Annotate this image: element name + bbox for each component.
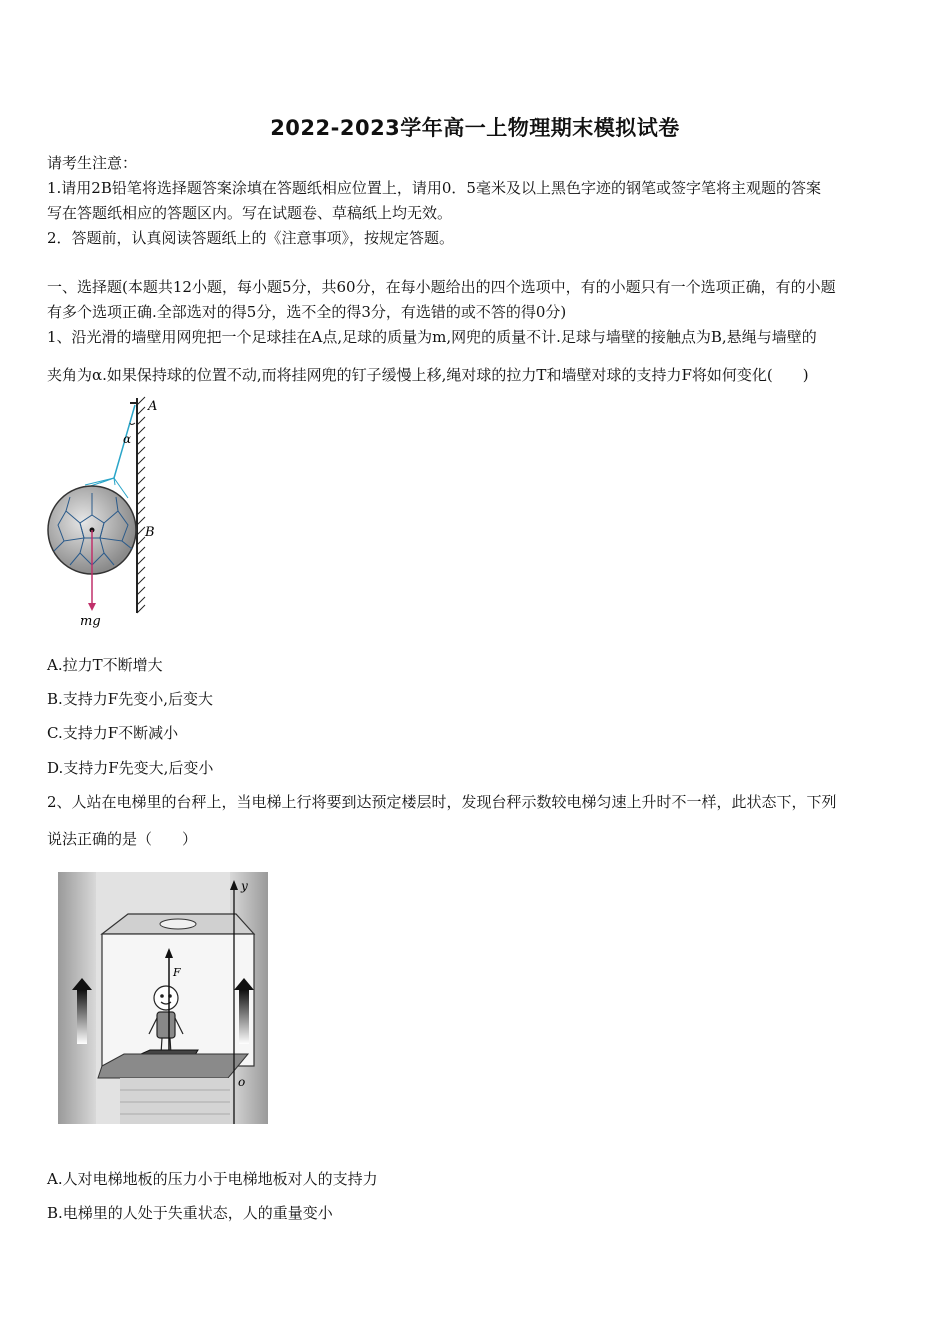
football-wall-figure	[40, 393, 170, 633]
elevator-floor	[98, 1054, 248, 1078]
y-axis-label: y	[241, 879, 248, 893]
mg-label: mg	[80, 614, 101, 629]
question-2-option-b: B.电梯里的人处于失重状态，人的重量变小	[47, 1204, 333, 1222]
question-1-option-b: B.支持力F先变小,后变大	[47, 690, 213, 708]
force-label: F	[173, 966, 181, 979]
question-1-option-a: A.拉力T不断增大	[47, 656, 163, 674]
page-title: 2022-2023学年高一上物理期末模拟试卷	[270, 116, 680, 140]
notice-heading: 请考生注意：	[47, 154, 138, 172]
point-a-label: A	[148, 399, 158, 414]
section-1-line-1: 一、选择题(本题共12小题，每小题5分，共60分，在每小题给出的四个选项中，有的小题只有一个选项正确，有的小题	[47, 278, 836, 296]
notice-item-1-line-2: 写在答题纸相应的答题区内。写在试题卷、草稿纸上均无效。	[47, 204, 453, 222]
question-2-line-1: 2、人站在电梯里的台秤上，当电梯上行将要到达预定楼层时，发现台秤示数较电梯匀速上升时不一样，此状态下，下列	[47, 793, 837, 811]
wall-hatching	[137, 397, 145, 613]
question-2-line-2: 说法正确的是（ ）	[47, 830, 198, 848]
question-1-option-d: D.支持力F先变大,后变小	[47, 759, 214, 777]
notice-item-2: 2．答题前，认真阅读答题纸上的《注意事项》，按规定答题。	[47, 229, 455, 247]
elevator-figure	[58, 872, 268, 1124]
question-1-line-2: 夹角为α.如果保持球的位置不动,而将挂网兜的钉子缓慢上移,绳对球的拉力T和墙壁对球的支持力F将如何变化( )	[47, 366, 809, 384]
question-2-option-a: A.人对电梯地板的压力小于电梯地板对人的支持力	[47, 1170, 378, 1188]
section-1-line-2: 有多个选项正确.全部选对的得5分，选不全的得3分，有选错的或不答的得0分)	[47, 303, 567, 321]
notice-item-1-line-1: 1.请用2B铅笔将选择题答案涂填在答题纸相应位置上，请用0．5毫米及以上黑色字迹的钢笔或签字笔将主观题的答案	[47, 179, 821, 197]
question-1-option-c: C.支持力F不断减小	[47, 724, 179, 742]
origin-label: o	[238, 1075, 246, 1089]
alpha-label: α	[123, 432, 132, 446]
point-b-label: B	[145, 525, 155, 540]
question-1-line-1: 1、沿光滑的墙壁用网兜把一个足球挂在A点,足球的质量为m,网兜的质量不计.足球与墙壁的接触点为B,悬绳与墙壁的	[47, 328, 817, 346]
